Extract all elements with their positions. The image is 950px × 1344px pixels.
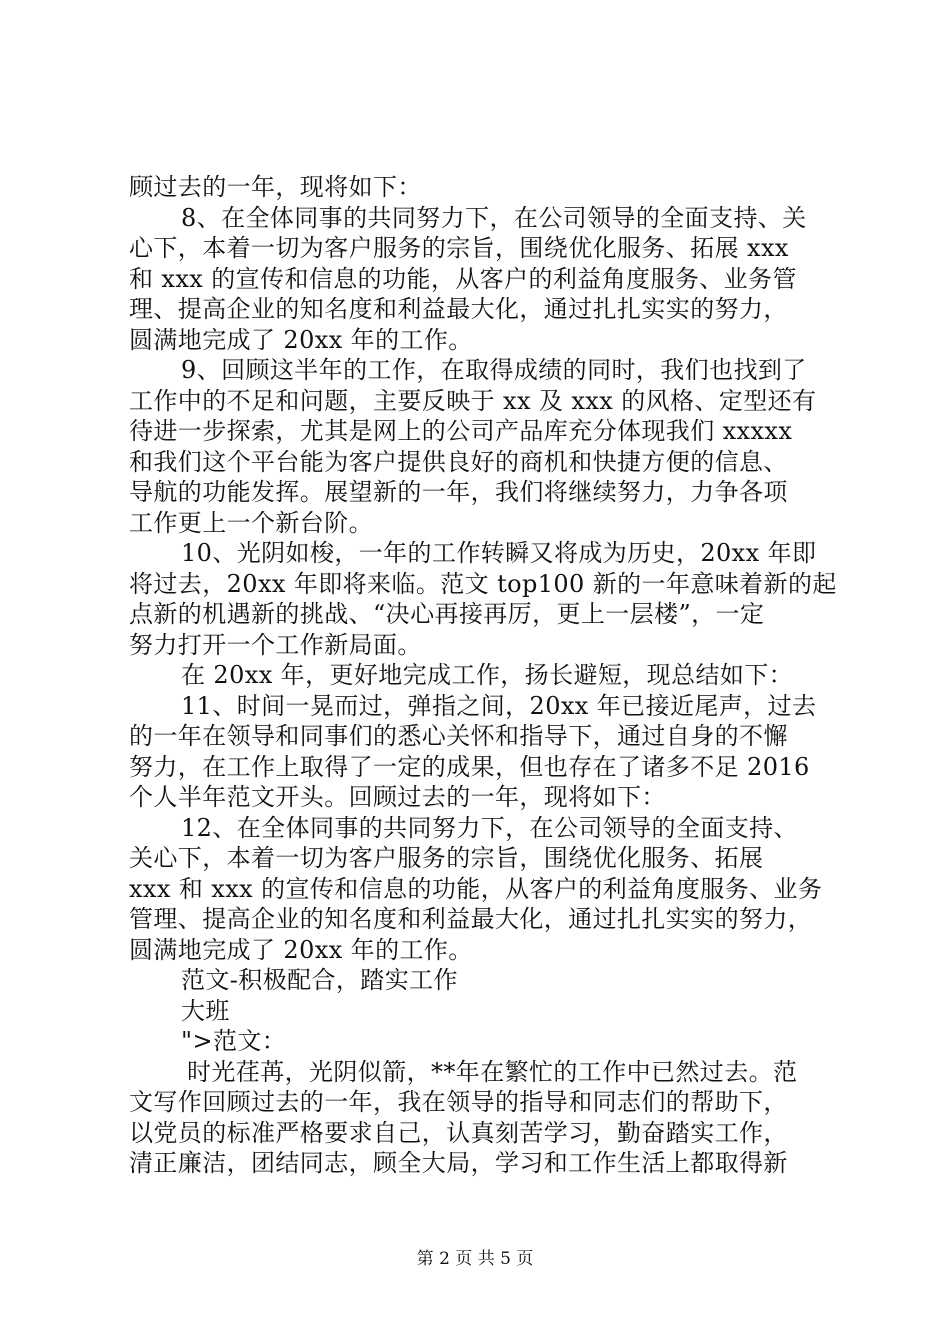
text-line: 个人半年范文开头。回顾过去的一年，现将如下： [129, 783, 666, 811]
text-line: 圆满地完成了 20xx 年的工作。 [129, 935, 473, 964]
text-line: 范文-积极配合，踏实工作 [181, 966, 458, 994]
text-line: 顾过去的一年，现将如下： [129, 173, 422, 201]
text-line: ">范文： [181, 1027, 287, 1055]
text-line: 的一年在领导和同事们的悉心关怀和指导下，通过自身的不懈 [129, 722, 788, 750]
text-line: 圆满地完成了 20xx 年的工作。 [129, 325, 473, 354]
text-line: 和我们这个平台能为客户提供良好的商机和快捷方便的信息、 [129, 447, 788, 476]
text-line: 11、时间一晃而过，弹指之间，20xx 年已接近尾声，过去 [181, 691, 817, 720]
text-line: 10、光阴如梭，一年的工作转瞬又将成为历史，20xx 年即 [181, 539, 817, 567]
text-line: 关心下，本着一切为客户服务的宗旨，围绕优化服务、拓展 [129, 844, 764, 872]
text-line: 工作中的不足和问题，主要反映于 xx 及 xxx 的风格、定型还有 [129, 386, 817, 415]
text-line: 时光荏苒，光阴似箭，**年在繁忙的工作中已然过去。范 [187, 1057, 798, 1086]
text-line: 文写作回顾过去的一年，我在领导的指导和同志们的帮助下， [129, 1088, 788, 1116]
text-line: 努力打开一个工作新局面。 [129, 630, 422, 659]
text-line: 导航的功能发挥。展望新的一年，我们将继续努力，力争各项 [129, 478, 788, 506]
text-line: 努力，在工作上取得了一定的成果，但也存在了诸多不足 2016 [129, 752, 810, 781]
text-line: 点新的机遇新的挑战、“决心再接再厉，更上一层楼”，一定 [129, 600, 765, 628]
text-line: 待进一步探索，尤其是网上的公司产品库充分体现我们 xxxxx [129, 417, 793, 445]
text-line: 和 xxx 的宣传和信息的功能，从客户的利益角度服务、业务管 [129, 264, 797, 293]
text-line: 9、回顾这半年的工作，在取得成绩的同时，我们也找到了 [181, 356, 807, 384]
text-line: 8、在全体同事的共同努力下，在公司领导的全面支持、关 [181, 203, 807, 232]
text-line: 管理、提高企业的知名度和利益最大化，通过扎扎实实的努力， [129, 905, 813, 933]
text-line: 工作更上一个新台阶。 [129, 508, 373, 537]
text-line: 12、在全体同事的共同努力下，在公司领导的全面支持、 [181, 813, 798, 842]
page-footer: 第 2 页 共 5 页 [416, 1249, 534, 1269]
text-line: xxx 和 xxx 的宣传和信息的功能，从客户的利益角度服务、业务 [129, 874, 823, 903]
text-line: 心下，本着一切为客户服务的宗旨，围绕优化服务、拓展 xxx [129, 234, 789, 262]
text-line: 将过去，20xx 年即将来临。范文 top100 新的一年意味着新的起 [129, 569, 837, 598]
text-line: 清正廉洁，团结同志，顾全大局，学习和工作生活上都取得新 [129, 1149, 788, 1177]
text-line: 理、提高企业的知名度和利益最大化，通过扎扎实实的努力， [129, 295, 788, 323]
text-line: 大班 [181, 996, 230, 1025]
document-body [129, 172, 835, 1179]
text-line: 在 20xx 年，更好地完成工作，扬长避短，现总结如下： [181, 661, 794, 689]
text-line: 以党员的标准严格要求自己，认真刻苦学习，勤奋踏实工作， [129, 1118, 788, 1147]
